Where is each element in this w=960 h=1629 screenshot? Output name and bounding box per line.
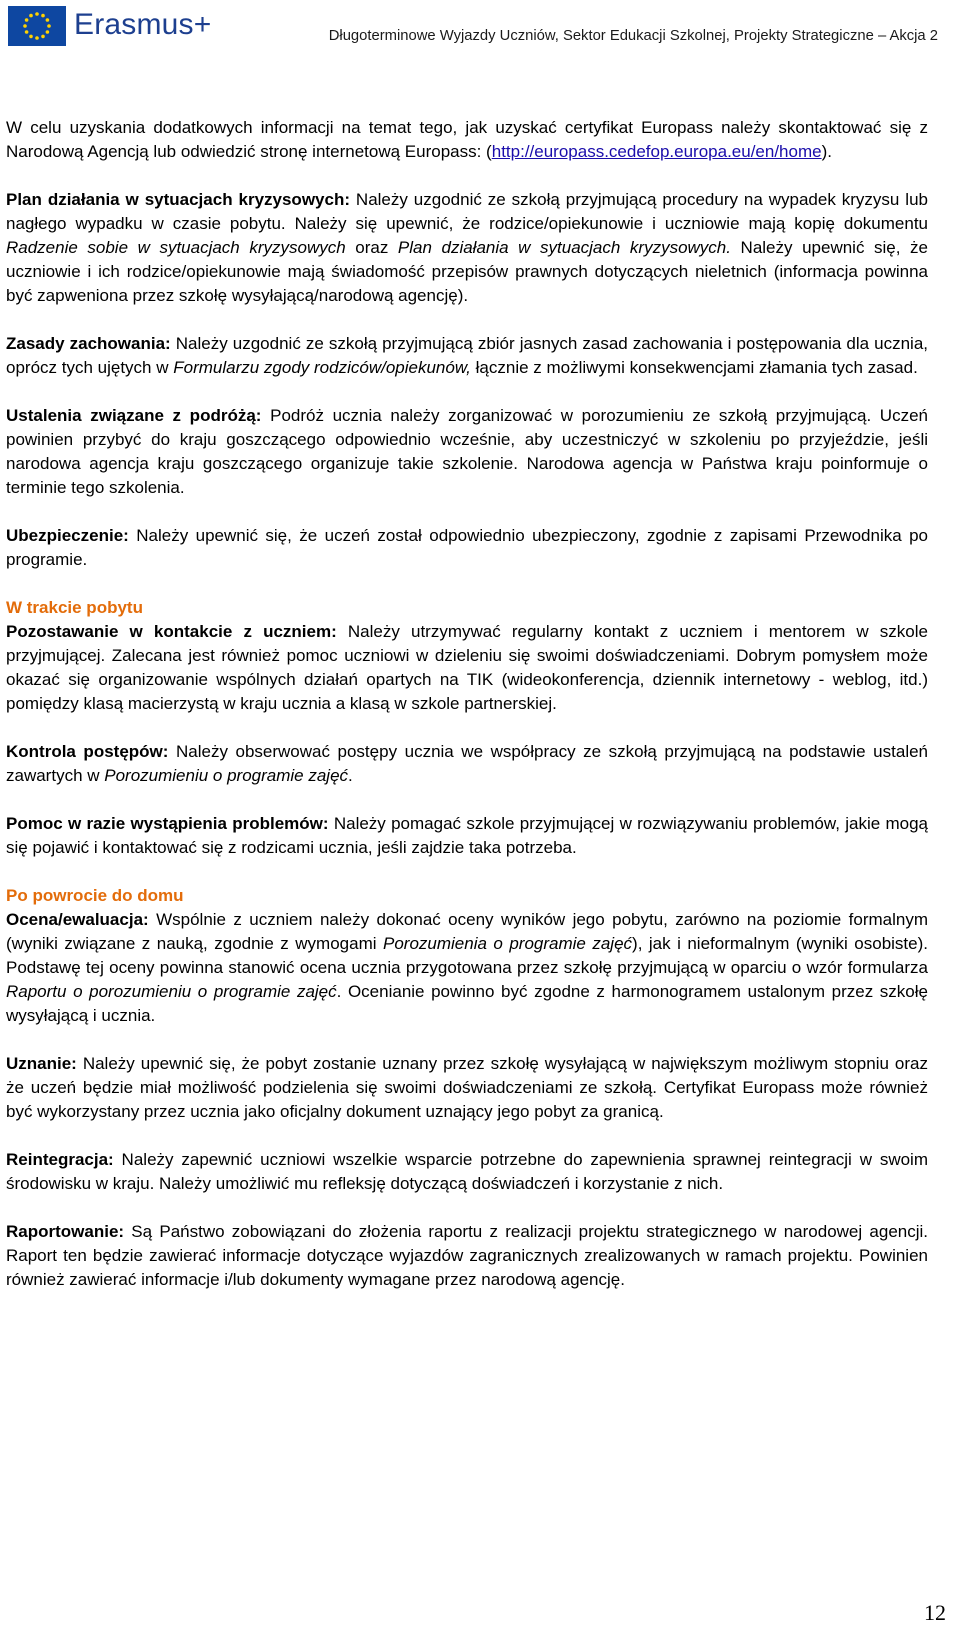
page-header	[8, 6, 952, 46]
section-heading-after-return: Po powrocie do domu	[6, 886, 184, 905]
paragraph-problems: Pomoc w razie wystąpienia problemów: Należy pomagać szkole przyjmującej w rozwiązywaniu problemów, jakie mogą się pojawić i kontaktować się z rodzicami ucznia, jeśli zajdzie taka potrzeba.	[6, 814, 928, 857]
paragraph-reintegration: Reintegracja: Należy zapewnić uczniowi wszelkie wsparcie potrzebne do zapewnienia sprawnej reintegracji w swoim środowisku w kraju. Należy umożliwić mu refleksję dotyczącą doświadczeń i korzystanie z nich.	[6, 1150, 928, 1193]
paragraph-recognition: Uznanie: Należy upewnić się, że pobyt zostanie uznany przez szkołę wysyłającą w największym możliwym stopniu oraz że uczeń będzie miał możliwość podzielenia się swoimi doświadczeniami ze szkołą. Certyfikat Europass może również być wykorzystany przez ucznia jako oficjalny dokument uznający jego pobyt za granicą.	[6, 1054, 928, 1121]
paragraph-label: Reintegracja:	[6, 1150, 114, 1169]
paragraph-label: Uznanie:	[6, 1054, 77, 1073]
paragraph-label: Ocena/ewaluacja:	[6, 910, 149, 929]
paragraph-label: Raportowanie:	[6, 1222, 125, 1241]
europass-link[interactable]: http://europass.cedefop.europa.eu/en/home	[491, 142, 822, 161]
eu-flag-icon	[8, 6, 66, 46]
header-title: Długoterminowe Wyjazdy Uczniów, Sektor Edukacji Szkolnej, Projekty Strategiczne – Akcja 2	[328, 28, 938, 44]
erasmus-logo-text: Erasmus+	[74, 8, 212, 41]
paragraph-label: Zasady zachowania:	[6, 334, 171, 353]
paragraph-travel: Ustalenia związane z podróżą: Podróż ucznia należy zorganizować w porozumieniu ze szkołą przyjmującą. Uczeń powinien przybyć do kraju goszczącego odpowiednio wcześnie, aby uczestniczyć w szkoleniu po przyjeździe, jeśli narodowa agencja kraju goszczącego organizuje takie szkolenie. Narodowa agencja w Państwa kraju poinformuje o terminie tego szkolenia.	[6, 406, 928, 497]
paragraph-reporting: Raportowanie: Są Państwo zobowiązani do złożenia raportu z realizacji projektu strategicznego w narodowej agencji. Raport ten będzie zawierać informacje dotyczące wyjazdów zagranicznych zrealizowanych w ramach projektu. Powinien również zawierać informacje i/lub dokumenty wymagane przez narodową agencję.	[6, 1222, 928, 1289]
paragraph-label: Ustalenia związane z podróżą:	[6, 406, 262, 425]
paragraph-europass: W celu uzyskania dodatkowych informacji na temat tego, jak uzyskać certyfikat Europass należy skontaktować się z Narodową Agencją lub odwiedzić stronę internetową Europass: (http://europass.cedefop.europa.eu/en/home).	[6, 118, 928, 161]
paragraph-label: Ubezpieczenie:	[6, 526, 129, 545]
paragraph-label: Pomoc w razie wystąpienia problemów:	[6, 814, 329, 833]
paragraph-label: Kontrola postępów:	[6, 742, 169, 761]
paragraph-progress: Kontrola postępów: Należy obserwować postępy ucznia we współpracy ze szkołą przyjmującą na podstawie ustaleń zawartych w Porozumieniu o programie zajęć.	[6, 742, 929, 785]
paragraph-crisis-plan: Plan działania w sytuacjach kryzysowych: Należy uzgodnić ze szkołą przyjmującą procedury na wypadek kryzysu lub nagłego wypadku w czasie pobytu. Należy się upewnić, że rodzice/opiekunowie i uczniowie mają kopię dokumentu Radzenie sobie w sytuacjach kryzysowych oraz Plan działania w sytuacjach kryzysowych. Należy upewnić się, że uczniowie i ich rodzice/opiekunowie mają świadomość przepisów prawnych dotyczących nieletnich (informacja powinna być zapweniona przez szkołę wysyłającą/narodową agencję).	[6, 190, 929, 305]
paragraph-evaluation: Ocena/ewaluacja: Wspólnie z uczniem należy dokonać oceny wyników jego pobytu, zarówno na poziomie formalnym (wyniki związane z nauką, zgodnie z wymogami Porozumienia o programie zajęć), jak i nieformalnym (wyniki osobiste). Podstawę tej oceny powinna stanowić ocena ucznia przygotowana przez szkołę przyjmującą w oparciu o wzór formularza Raportu o porozumieniu o programie zajęć. Ocenianie powinno być zgodne z harmonogramem ustalonym przez szkołę wysyłającą i ucznia.	[6, 910, 928, 1025]
paragraph-label: Pozostawanie w kontakcie z uczniem:	[6, 622, 337, 641]
section-heading-during-stay: W trakcie pobytu	[6, 598, 143, 617]
page-number: 12	[924, 1600, 946, 1625]
document-body	[6, 116, 928, 1316]
paragraph-contact: Pozostawanie w kontakcie z uczniem: Należy utrzymywać regularny kontakt z uczniem i mentorem w szkole przyjmującej. Zalecana jest również pomoc uczniowi w dzieleniu się swoimi doświadczeniami. Dobrym pomysłem może okazać się organizowanie wspólnych działań opartych na TIK (wideokonferencja, dziennik internetowy - weblog, itd.) pomiędzy klasą macierzystą w kraju ucznia a klasą w szkole partnerskiej.	[6, 622, 928, 713]
paragraph-label: Plan działania w sytuacjach kryzysowych:	[6, 190, 350, 209]
paragraph-insurance: Ubezpieczenie: Należy upewnić się, że uczeń został odpowiednio ubezpieczony, zgodnie z zapisami Przewodnika po programie.	[6, 526, 928, 569]
paragraph-conduct-rules: Zasady zachowania: Należy uzgodnić ze szkołą przyjmującą zbiór jasnych zasad zachowania i postępowania dla ucznia, oprócz tych ujętych w Formularzu zgody rodziców/opiekunów, łącznie z możliwymi konsekwencjami złamania tych zasad.	[6, 334, 929, 377]
